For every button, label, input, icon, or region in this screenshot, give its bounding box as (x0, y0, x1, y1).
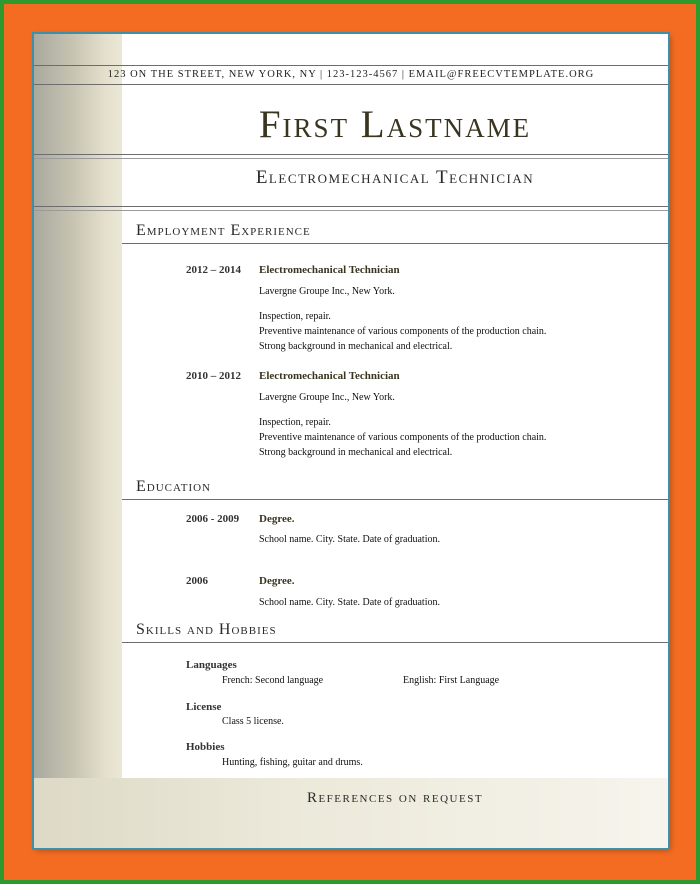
employment-position: Electromechanical Technician (259, 370, 400, 382)
employment-section-title: Employment Experience (136, 222, 311, 239)
employment-duty: Preventive maintenance of various components of the production chain. (259, 432, 547, 443)
employment-company: Lavergne Groupe Inc., New York. (259, 286, 395, 297)
education-date: 2006 - 2009 (186, 513, 240, 525)
education-details: School name. City. State. Date of graduation. (259, 597, 440, 608)
employment-rule (122, 243, 668, 244)
education-rule (122, 499, 668, 500)
education-degree: Degree. (259, 575, 295, 587)
header-top-rule (34, 65, 668, 66)
license-label: License (186, 701, 222, 713)
bottom-band (34, 778, 668, 848)
employment-duty: Inspection, repair. (259, 311, 331, 322)
employment-company: Lavergne Groupe Inc., New York. (259, 392, 395, 403)
header-address-rule (34, 84, 668, 85)
resume-page (34, 34, 668, 848)
education-section-title: Education (136, 478, 211, 495)
title-rule-1 (34, 206, 668, 207)
education-details: School name. City. State. Date of graduation. (259, 534, 440, 545)
job-title: Electromechanical Technician (255, 167, 535, 188)
side-band (34, 34, 122, 848)
references-note: References on request (306, 790, 484, 806)
education-degree: Degree. (259, 513, 295, 525)
name-rule-2 (34, 158, 668, 159)
candidate-name: First Lastname (258, 103, 532, 146)
employment-duty: Inspection, repair. (259, 417, 331, 428)
employment-date: 2010 – 2012 (186, 370, 241, 382)
title-rule-2 (34, 210, 668, 211)
employment-duty: Strong background in mechanical and electrical. (259, 341, 453, 352)
language-item: French: Second language (222, 675, 324, 686)
hobbies-item: Hunting, fishing, guitar and drums. (222, 757, 363, 768)
skills-section-title: Skills and Hobbies (136, 621, 277, 638)
contact-address: 123 ON THE STREET, NEW YORK, NY | 123-123-4567 | EMAIL@FREECVTEMPLATE.ORG (107, 69, 595, 80)
languages-label: Languages (186, 659, 237, 671)
hobbies-label: Hobbies (186, 741, 225, 753)
employment-duty: Strong background in mechanical and electrical. (259, 447, 453, 458)
employment-position: Electromechanical Technician (259, 264, 400, 276)
license-item: Class 5 license. (222, 716, 284, 727)
education-date: 2006 (186, 575, 208, 587)
language-item: English: First Language (403, 675, 500, 686)
skills-rule (122, 642, 668, 643)
employment-date: 2012 – 2014 (186, 264, 241, 276)
employment-duty: Preventive maintenance of various components of the production chain. (259, 326, 547, 337)
name-rule-1 (34, 154, 668, 155)
